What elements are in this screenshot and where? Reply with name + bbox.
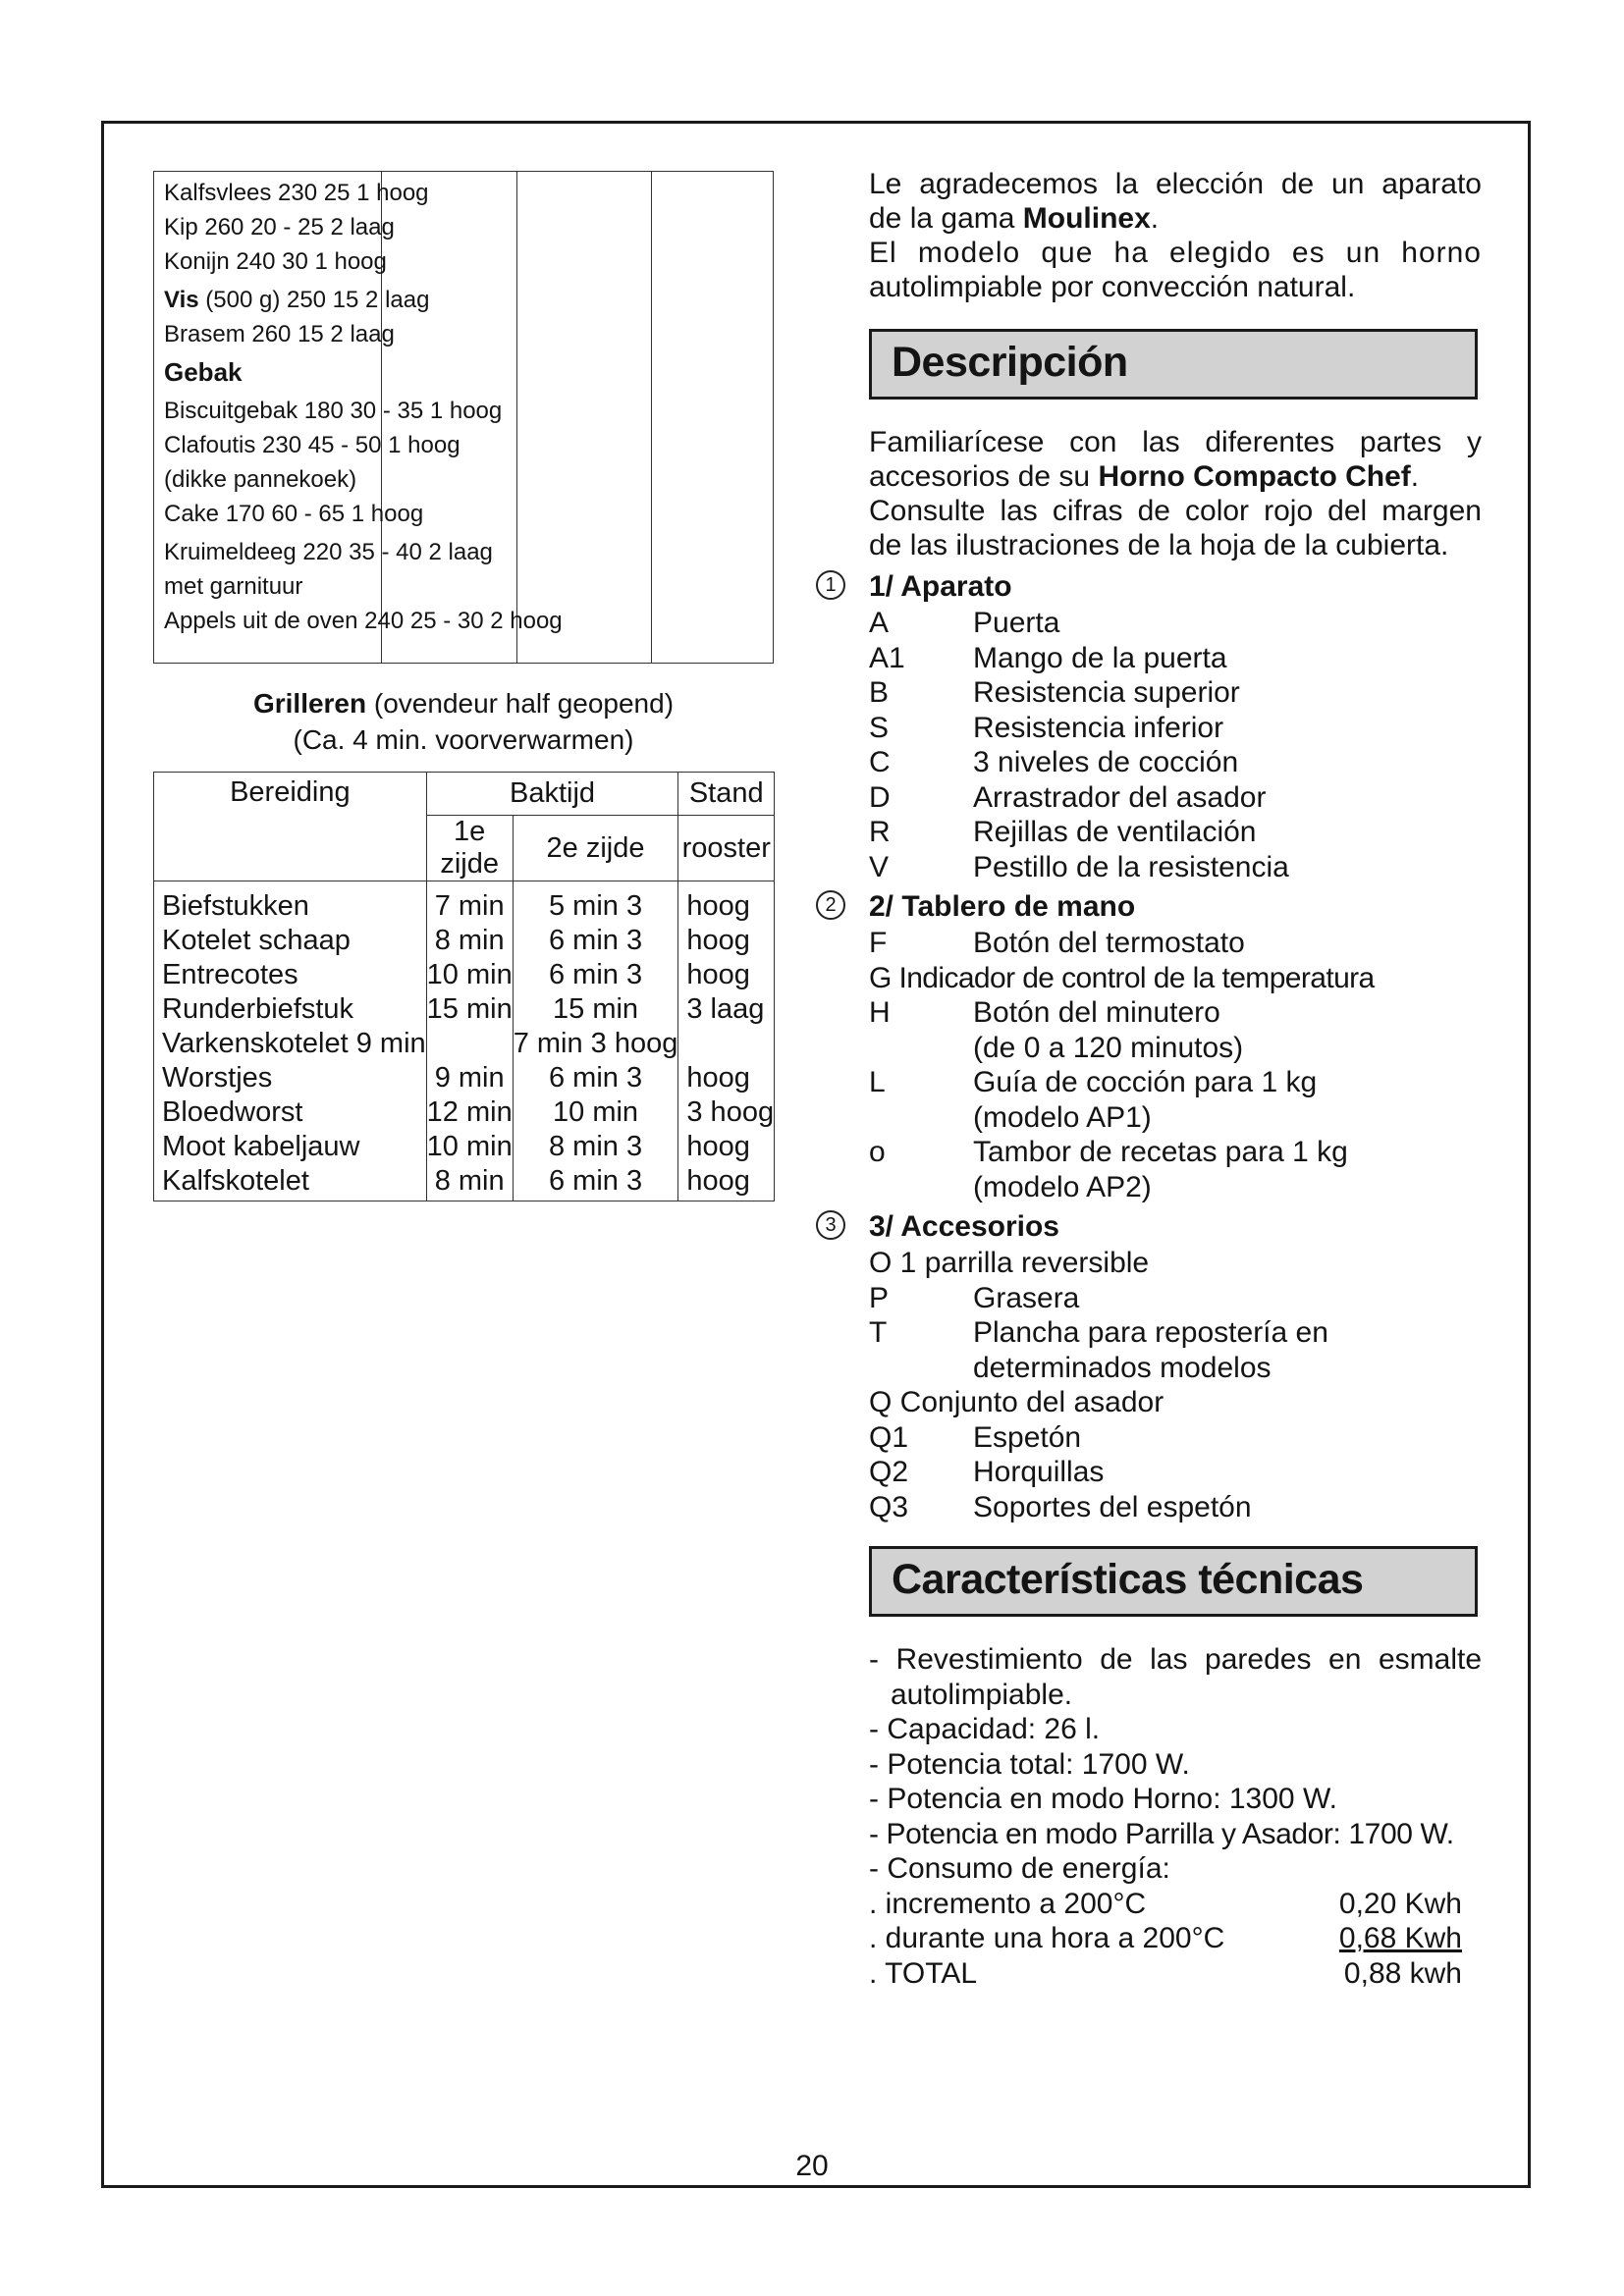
left-column [153,171,774,1201]
item-key: A1 [869,641,905,674]
cell-side2: 15 min [513,992,678,1027]
header-baktijd: Baktijd [426,773,678,816]
grill-title [153,685,774,758]
item-key: T [869,1316,888,1349]
item-key: S [869,711,890,744]
list-item: Q Conjunto del asador [869,1386,1164,1418]
item-key: L [869,1066,886,1098]
item-value: Resistencia inferior [973,711,1224,744]
desc-line: Consulte las cifras de color rojo del margen [869,495,1482,527]
energy-label: . incremento a 200°C [869,1887,1147,1920]
cell-stand: hoog [678,958,775,992]
table-row [164,176,769,210]
aparato-heading [825,568,1482,606]
tablero-title: 2/ Tablero de mano [869,890,1136,923]
row-text: Cake 170 60 - 65 1 hoog [164,501,424,527]
item-value: (de 0 a 120 minutos) [973,1031,1244,1064]
list-item [869,745,1482,780]
row-text: Kalfsvlees 230 25 1 hoog [164,180,429,206]
accesorios-heading [825,1208,1482,1246]
energy-value: 0,20 Kwh [1338,1887,1462,1920]
spec-item: - Consumo de energía: [869,1852,1170,1885]
list-item [869,780,1482,816]
item-key: V [869,850,890,883]
list-item [869,1281,1482,1316]
table-row [164,210,769,244]
item-value: 3 niveles de cocción [973,746,1239,778]
cell-side1: 10 min [426,1131,513,1162]
table-row [164,462,769,497]
cell-stand: 3 laag [678,992,775,1027]
table-row [154,924,775,958]
item-value: (modelo AP2) [973,1170,1152,1203]
cell-dish: Bloedworst [154,1095,427,1130]
item-value: Espetón [973,1420,1082,1454]
row-text: Biscuitgebak 180 30 - 35 1 hoog [164,398,503,424]
cell-side2: 10 min [513,1095,678,1130]
table-row [154,881,775,925]
intro-line: . [1150,202,1160,235]
table-row [164,569,769,604]
cell-dish: Worstjes [154,1061,427,1095]
grill-table [153,772,775,1201]
item-key: A [869,607,890,639]
intro-line: Le agradecemos la elección de un aparato [869,168,1482,200]
table-row [154,1027,775,1061]
item-value: Mango de la puerta [973,641,1227,674]
item-value: Botón del termostato [973,927,1245,959]
cell-side1: 12 min [426,1096,513,1128]
table-row [164,283,769,317]
cell-side1: 15 min [426,993,513,1025]
list-item: G Indicador de control de la temperatura [869,961,1375,994]
list-item [869,1420,1482,1456]
spec-item: - Revestimiento de las paredes en esmalte [869,1643,1482,1676]
cell-stand: hoog [678,881,775,925]
tablero-heading [825,888,1482,926]
item-value: Soportes del espetón [973,1490,1252,1523]
intro-paragraph [869,167,1482,304]
list-item [869,1031,1482,1066]
spec-item: autolimpiable. [891,1678,1073,1711]
item-value: Puerta [973,607,1060,639]
brand-name: Moulinex [1022,202,1151,235]
list-item [869,815,1482,850]
cell-side2: 6 min 3 [513,1061,678,1095]
accesorios-list [869,1246,1482,1524]
list-item [869,1351,1482,1386]
cell-side1 [426,1027,513,1061]
spec-item: - Potencia total: 1700 W. [869,1747,1190,1781]
product-name: Horno Compacto Chef [1098,460,1411,493]
row-text: Appels uit de oven 240 25 - 30 2 hoog [164,608,563,634]
energy-label: . TOTAL [869,1956,978,1990]
aparato-title: 1/ Aparato [869,570,1012,603]
item-value: Resistencia superior [973,676,1240,709]
energy-value: 0,68 Kwh [1338,1922,1462,1954]
grill-table-body [154,881,775,1201]
energy-row [869,1887,1462,1922]
desc-line: . [1410,460,1420,493]
table-row [164,428,769,462]
item-value: Plancha para repostería en [973,1316,1328,1349]
item-value: Pestillo de la resistencia [973,850,1289,883]
item-key: Q1 [869,1420,909,1454]
specs-list [869,1642,1482,1991]
cell-stand: hoog [678,1164,775,1201]
page-number: 20 [795,2150,829,2182]
grill-title-rest: (ovendeur half geopend) [366,688,675,719]
list-item [869,711,1482,746]
energy-row [869,1956,1462,1992]
cell-stand [678,1027,775,1061]
grill-title-bold: Grilleren [252,688,367,719]
cell-dish: Moot kabeljauw [154,1130,427,1164]
list-item [869,1170,1482,1205]
energy-row [869,1921,1462,1956]
list-item [869,1065,1482,1100]
energy-table [869,1887,1482,1992]
intro-line: autolimpiable por convección natural. [869,271,1356,303]
caracteristicas-heading [869,1546,1478,1617]
energy-value: 0,88 kwh [1343,1956,1462,1990]
cell-side2: 7 min 3 hoog [513,1028,678,1059]
cell-dish: Biefstukken [154,881,427,925]
cell-side2: 6 min 3 [513,1164,678,1201]
cell-side1: 10 min [426,959,513,990]
cell-side1: 8 min [426,1164,513,1201]
cell-side1: 7 min [426,881,513,925]
cell-side2: 6 min 3 [513,924,678,958]
table-row [164,394,769,428]
cell-side2: 8 min 3 [513,1130,678,1164]
item-key: Q3 [869,1490,909,1523]
energy-label: . durante una hora a 200°C [869,1922,1225,1954]
list-item [869,1315,1482,1351]
list-item [869,675,1482,711]
cell-side2: 6 min 3 [513,958,678,992]
item-key: o [869,1136,886,1168]
baking-table-rows [164,176,769,638]
list-item [869,995,1482,1031]
cell-dish: Kotelet schaap [154,924,427,958]
list-item [869,926,1482,961]
table-row [164,317,769,351]
desc-line: accesorios de su [869,460,1099,493]
header-zijde1: 1e zijde [426,816,513,881]
item-value: Horquillas [973,1456,1105,1488]
accesorios-title: 3/ Accesorios [869,1210,1059,1243]
item-value: Botón del minutero [973,996,1220,1029]
row-text: Brasem 260 15 2 laag [164,321,395,347]
caracteristicas-title: Características técnicas [892,1556,1364,1603]
item-key: B [869,676,890,709]
table-row [154,958,775,992]
header-bereiding: Bereiding [154,773,427,881]
spec-item: - Potencia en modo Parrilla y Asador: 1700 W. [869,1817,1454,1850]
list-item [869,1100,1482,1136]
item-value: Tambor de recetas para 1 kg [973,1136,1348,1168]
intro-line: de la gama [869,202,1023,235]
item-value: determinados modelos [973,1351,1272,1384]
header-zijde2: 2e zijde [513,816,678,881]
table-row [164,604,769,638]
table-row [164,355,769,390]
header-stand: Stand [678,773,775,816]
row-bold-label: Vis [164,287,199,313]
asador-items [869,1420,1482,1525]
item-value: (modelo AP1) [973,1100,1152,1134]
cell-stand: hoog [678,1061,775,1095]
item-key: Q2 [869,1456,909,1488]
list-item [869,1135,1482,1170]
cell-dish: Entrecotes [154,958,427,992]
descripcion-title: Descripción [892,339,1128,386]
item-key: R [869,816,891,848]
intro-line: El modelo que ha elegido es un horno [869,237,1482,269]
baking-table [153,171,774,664]
table-row [164,535,769,569]
desc-line: de las ilustraciones de la hoja de la cubierta. [869,529,1449,561]
desc-line: Familiarícese con las diferentes partes y [869,426,1482,458]
cell-stand: 3 hoog [678,1095,775,1130]
table-row [154,1061,775,1095]
row-text: Konijn 240 30 1 hoog [164,248,387,275]
right-column [825,167,1482,1991]
item-key: C [869,746,891,778]
list-item [869,606,1482,641]
list-item [869,1455,1482,1490]
row-text: Kip 260 20 - 25 2 laag [164,214,395,240]
descripcion-paragraph [869,425,1482,562]
cell-dish: Runderbiefstuk [154,992,427,1027]
circled-number-2: 2 [816,890,845,920]
item-key: D [869,780,891,814]
cell-side1: 8 min [426,924,513,958]
cell-side1: 9 min [426,1061,513,1095]
list-item: O 1 parrilla reversible [869,1247,1150,1279]
tablero-list [869,926,1482,1204]
item-value: Rejillas de ventilación [973,816,1257,848]
grill-subtitle: (Ca. 4 min. voorverwarmen) [293,724,634,755]
cell-dish: Kalfskotelet [154,1164,427,1201]
table-row [154,1095,775,1130]
cell-stand: hoog [678,1130,775,1164]
table-row [164,497,769,531]
circled-number-1: 1 [816,570,845,600]
list-item [869,850,1482,885]
header-rooster: rooster [678,816,775,881]
spec-item: - Potencia en modo Horno: 1300 W. [869,1783,1337,1815]
aparato-list [869,606,1482,884]
circled-number-3: 3 [816,1210,845,1240]
item-value: Arrastrador del asador [973,780,1267,814]
item-key: P [869,1281,890,1314]
row-text: (500 g) 250 15 2 laag [198,287,430,313]
table-row [154,992,775,1027]
table-row [164,244,769,279]
item-value: Grasera [973,1281,1080,1314]
list-item [869,641,1482,676]
table-row [154,1130,775,1164]
row-text: Kruimeldeeg 220 35 - 40 2 laag [164,539,493,565]
spec-item: - Capacidad: 26 l. [869,1713,1101,1745]
cell-side2: 5 min 3 [513,881,678,925]
row-text: Clafoutis 230 45 - 50 1 hoog [164,432,460,458]
table-row [154,1164,775,1201]
item-key: H [869,996,891,1029]
item-key: F [869,927,888,959]
item-value: Guía de cocción para 1 kg [973,1066,1318,1098]
list-item [869,1490,1482,1525]
row-text: (dikke pannekoek) [164,466,357,493]
row-text: Gebak [164,357,243,387]
row-text: met garnituur [164,573,303,600]
cell-stand: hoog [678,924,775,958]
descripcion-heading [869,329,1478,400]
cell-dish: Varkenskotelet 9 min [154,1027,427,1061]
